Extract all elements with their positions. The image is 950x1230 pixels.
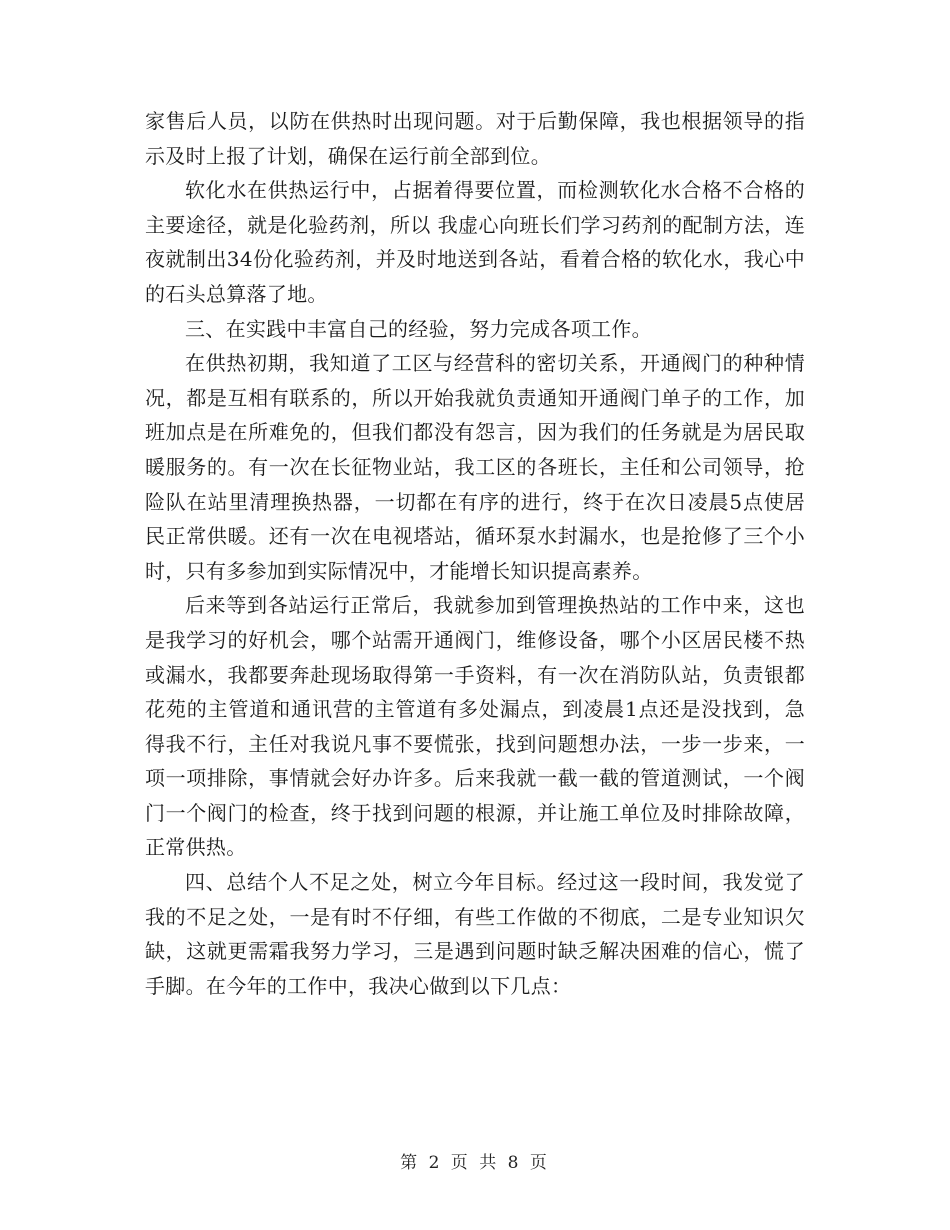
paragraph-early-heating: 在供热初期，我知道了工区与经营科的密切关系，开通阀门的种种情况，都是互相有联系的，所以开始我就负责通知开通阀门单子的工作，加班加点是在所难免的，但我们都没有怨言，因为我们的任务就是为居民取暖服务的。有一次在长征物业站，我工区的各班长，主任和公司领导，抢险队在站里清理换热器，一切都在有序的进行，终于在次日凌晨5点使居民正常供暖。还有一次在电视塔站，循环泵水封漏水，也是抢修了三个小时，只有多参加到实际情况中，才能增长知识提高素养。 [145, 351, 805, 583]
section-heading-four: 四、总结个人不足之处，树立今年目标。经过这一段时间，我发觉了我的不足之处，一是有时不仔细，有些工作做的不彻底，二是专业知识欠缺，这就更需霜我努力学习，三是遇到问题时缺乏解决困难的信心，慌了手脚。在今年的工作中，我决心做到以下几点： [145, 870, 805, 998]
paragraph-continuation: 家售后人员，以防在供热时出现问题。对于后勤保障，我也根据领导的指示及时上报了计划，确保在运行前全部到位。 [145, 109, 805, 168]
section-heading-three: 三、在实践中丰富自己的经验，努力完成各项工作。 [185, 316, 652, 341]
paragraph-softened-water: 软化水在供热运行中，占据着得要位置，而检测软化水合格不合格的主要途径，就是化验药剂，所以 我虚心向班长们学习药剂的配制方法，连夜就制出34份化验药剂，并及时地送到各站，看着合格的软化水，我心中的石头总算落了地。 [145, 178, 805, 306]
paragraph-station-management: 后来等到各站运行正常后，我就参加到管理换热站的工作中来，这也是我学习的好机会，哪个站需开通阀门，维修设备，哪个小区居民楼不热或漏水，我都要奔赴现场取得第一手资料，有一次在消防队站，负责银都花苑的主管道和通讯营的主管道有多处漏点，到凌晨1点还是没找到，急得我不行，主任对我说凡事不要慌张，找到问题想办法，一步一步来，一项一项排除，事情就会好办许多。后来我就一截一截的管道测试，一个阀门一个阀门的检查，终于找到问题的根源，并让施工单位及时排除故障，正常供热。 [145, 593, 805, 860]
page-number-footer: 第 2 页 共 8 页 [400, 1153, 550, 1173]
document-body [145, 104, 805, 1003]
